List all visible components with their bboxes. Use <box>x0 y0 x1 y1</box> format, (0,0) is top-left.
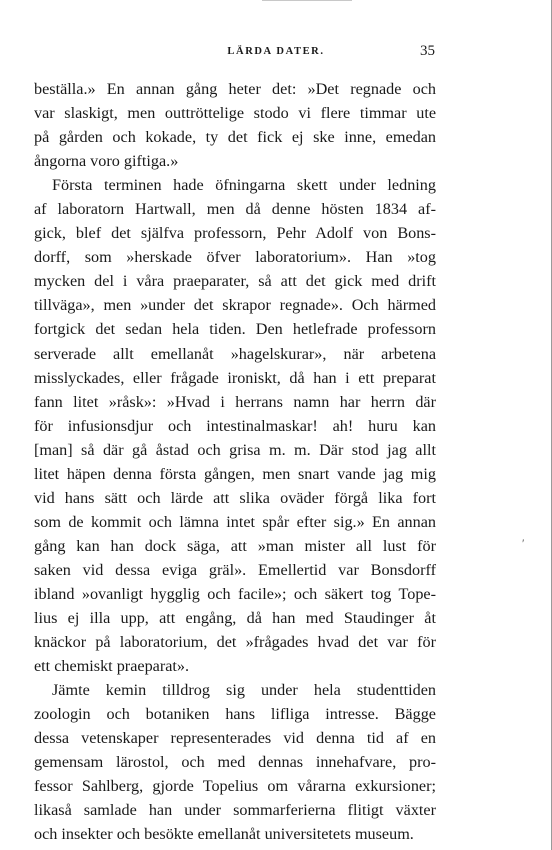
text-line: lius ej illa upp, att engång, då han med Staudinger åt <box>34 609 436 628</box>
text-line: som de kommit och lämna intet spår efter sig.» En annan <box>34 512 436 531</box>
text-line: [man] så där gå åstad och grisa m. m. Där stod jag allt <box>34 440 436 459</box>
text-line: ångorna voro giftiga.» <box>34 152 179 171</box>
text-line: knäckor på laboratorium, det »frågades hvad det var för <box>34 633 436 652</box>
text-line: af laboratorn Hartwall, men då denne hösten 1834 af- <box>34 200 436 219</box>
text-line: mycken del i våra praeparater, så att det gick med drift <box>34 272 436 291</box>
page-number: 35 <box>420 43 435 59</box>
text-line: Jämte kemin tilldrog sig under hela studenttiden <box>52 681 436 700</box>
text-line: tillväga», men »under det skrapor regnade». Och härmed <box>34 296 436 315</box>
text-line: Första terminen hade öfningarna skett under ledning <box>52 176 436 195</box>
text-line: fessor Sahlberg, gjorde Topelius om vårarna exkursioner; <box>34 777 436 796</box>
text-line: dessa vetenskaper representerades vid denna tid af en <box>34 729 436 748</box>
text-line: ibland »ovanligt hygglig och facile»; och säkert tog Tope- <box>34 584 436 603</box>
text-line: misslyckades, eller frågade ironiskt, då han i ett preparat <box>34 368 436 387</box>
text-line: gick, blef det själfva professorn, Pehr Adolf von Bons- <box>34 224 436 243</box>
text-line: var slaskigt, men outtröttelige stodo vi flere timmar ute <box>34 104 436 123</box>
text-line: litet häpen denna första gången, men snart vande jag mig <box>34 464 436 483</box>
text-line: ett chemiskt praeparat». <box>34 657 190 676</box>
text-line: dorff, som »herskade öfver laboratorium». Han »tog <box>34 248 436 267</box>
running-head-title: LÄRDA DATER. <box>227 46 325 57</box>
text-line: saken vid dessa eviga gräl». Emellertid var Bonsdorff <box>34 560 436 579</box>
body-text <box>34 77 436 847</box>
text-line: fortgick det sedan hela tiden. Den hetlefrade professorn <box>34 320 436 339</box>
top-edge-rule <box>262 0 352 1</box>
text-line: för infusionsdjur och intestinalmaskar! ah! huru kan <box>34 416 436 435</box>
text-line: gång kan han dock säga, att »man mister all lust för <box>34 536 436 555</box>
text-line: fann litet »råsk»: »Hvad i herrans namn har herrn där <box>34 392 436 411</box>
text-line: likaså samlade han under sommarferierna flitigt växter <box>34 801 436 820</box>
text-line: och insekter och besökte emellanåt universitetets museum. <box>34 825 414 844</box>
margin-pencil-mark: ′ <box>522 536 525 550</box>
text-line: serverade allt emellanåt »hagelskurar», när arbetena <box>34 344 436 363</box>
text-line: beställa.» En annan gång heter det: »Det regnade och <box>34 80 436 98</box>
text-line: på gården och kokade, ty det fick ej ske inne, emedan <box>34 128 436 147</box>
text-line: vid hans sätt och lärde att slika oväder förgå lika fort <box>34 488 436 507</box>
running-head <box>0 43 552 63</box>
text-line: zoologin och botaniken hans lifliga intresse. Bägge <box>34 705 436 724</box>
text-line: gemensam lärostol, och med dennas innehafvare, pro- <box>34 753 436 772</box>
